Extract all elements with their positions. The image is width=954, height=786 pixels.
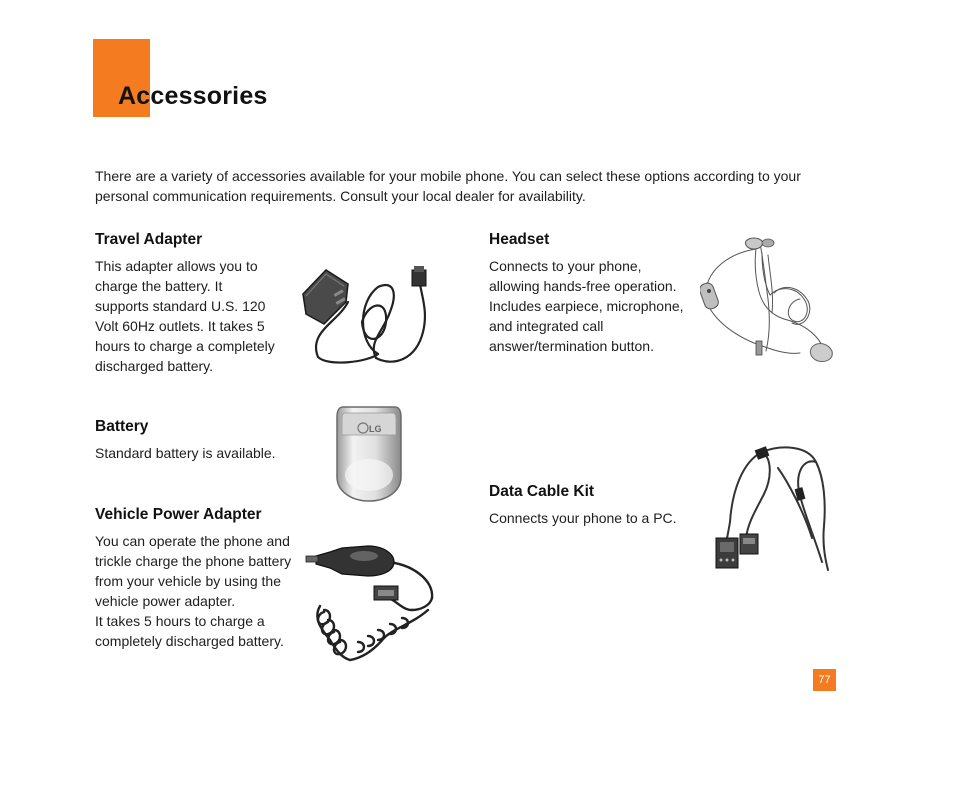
- vehicle-power-adapter-section: [95, 506, 305, 651]
- intro-paragraph: There are a variety of accessories available for your mobile phone. You can select these options according to your personal communication requirements. Consult your local dealer for availability.: [95, 168, 801, 204]
- battery-logo-text: LG: [369, 424, 382, 434]
- page-number-badge: 77: [813, 669, 836, 691]
- travel-adapter-image: [298, 262, 438, 372]
- page-title: Accessories: [118, 82, 268, 110]
- headset-image: [700, 235, 840, 375]
- data-cable-kit-section: [489, 483, 709, 528]
- battery-section: [95, 418, 315, 463]
- headset-heading: Headset: [489, 231, 550, 248]
- battery-image: [335, 405, 403, 503]
- vehicle-power-adapter-description: You can operate the phone and trickle charge the phone battery from your vehicle by using the vehicle power adapter. It takes 5 hours to charge a completely discharged battery.: [95, 533, 292, 649]
- data-cable-kit-description: Connects your phone to a PC.: [489, 510, 677, 526]
- travel-adapter-heading: Travel Adapter: [95, 231, 203, 248]
- vehicle-power-adapter-heading: Vehicle Power Adapter: [95, 506, 262, 523]
- data-cable-kit-heading: Data Cable Kit: [489, 483, 595, 500]
- battery-description: Standard battery is available.: [95, 445, 276, 461]
- vehicle-power-adapter-image: [302, 540, 442, 666]
- travel-adapter-description: This adapter allows you to charge the battery. It supports standard U.S. 120 Volt 60Hz outlets. It takes 5 hours to charge a completely discharged battery.: [95, 258, 275, 374]
- travel-adapter-section: [95, 231, 295, 376]
- battery-heading: Battery: [95, 418, 149, 435]
- headset-section: [489, 231, 699, 356]
- headset-description: Connects to your phone, allowing hands-free operation. Includes earpiece, microphone, and integrated call answer/termination button.: [489, 258, 684, 354]
- data-cable-kit-image: [712, 442, 834, 575]
